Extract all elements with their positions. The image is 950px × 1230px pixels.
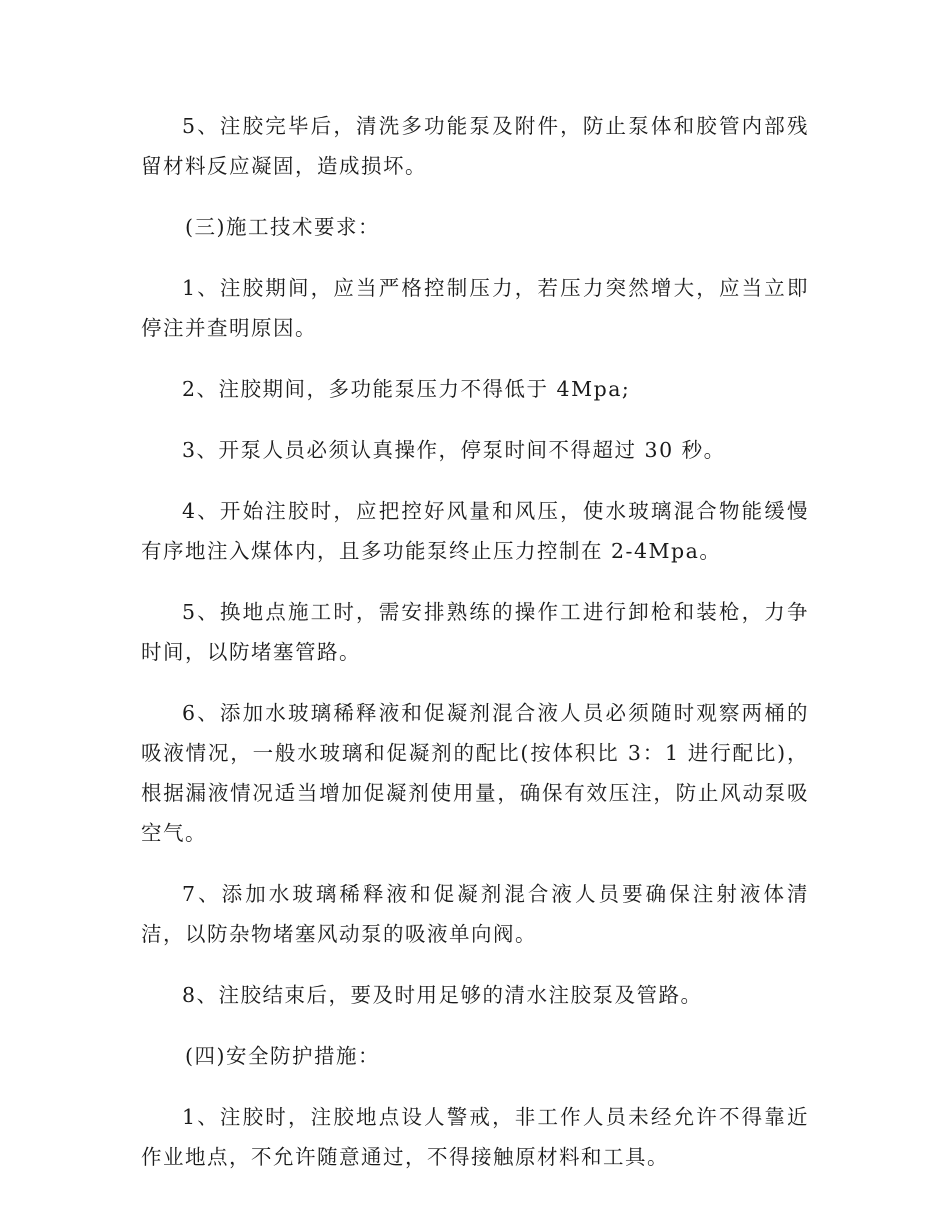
section-heading-construction-requirements: (三)施工技术要求： bbox=[185, 215, 380, 239]
section-heading-safety-measures: (四)安全防护措施： bbox=[185, 1044, 380, 1068]
paragraph-requirement-8: 8、注胶结束后，要及时用足够的清水注胶泵及管路。 bbox=[182, 983, 703, 1007]
paragraph-requirement-5: 5、换地点施工时，需安排熟练的操作工进行卸枪和装枪，力争时间，以防堵塞管路。 bbox=[141, 600, 809, 664]
paragraph-requirement-7: 7、添加水玻璃稀释液和促凝剂混合液人员要确保注射液体清洁，以防杂物堵塞风动泵的吸液单向阀。 bbox=[141, 882, 809, 946]
paragraph-safety-1: 1、注胶时，注胶地点设人警戒，非工作人员未经允许不得靠近作业地点，不允许随意通过，不得接触原材料和工具。 bbox=[141, 1105, 809, 1169]
paragraph-requirement-6: 6、添加水玻璃稀释液和促凝剂混合液人员必须随时观察两桶的吸液情况，一般水玻璃和促凝剂的配比(按体积比 3：1 进行配比)，根据漏液情况适当增加促凝剂使用量，确保有效压注，防止风动泵吸空气。 bbox=[141, 701, 809, 845]
paragraph-requirement-4: 4、开始注胶时，应把控好风量和风压，使水玻璃混合物能缓慢有序地注入煤体内，且多功能泵终止压力控制在 2-4Mpa。 bbox=[141, 499, 809, 563]
paragraph-requirement-1: 1、注胶期间，应当严格控制压力，若压力突然增大，应当立即停注并查明原因。 bbox=[141, 276, 809, 340]
paragraph-requirement-2: 2、注胶期间，多功能泵压力不得低于 4Mpa; bbox=[182, 377, 631, 401]
paragraph-step-5-cleanup: 5、注胶完毕后，清洗多功能泵及附件，防止泵体和胶管内部残留材料反应凝固，造成损坏。 bbox=[141, 114, 809, 178]
document-body bbox=[141, 106, 809, 1198]
paragraph-requirement-3: 3、开泵人员必须认真操作，停泵时间不得超过 30 秒。 bbox=[182, 438, 726, 462]
